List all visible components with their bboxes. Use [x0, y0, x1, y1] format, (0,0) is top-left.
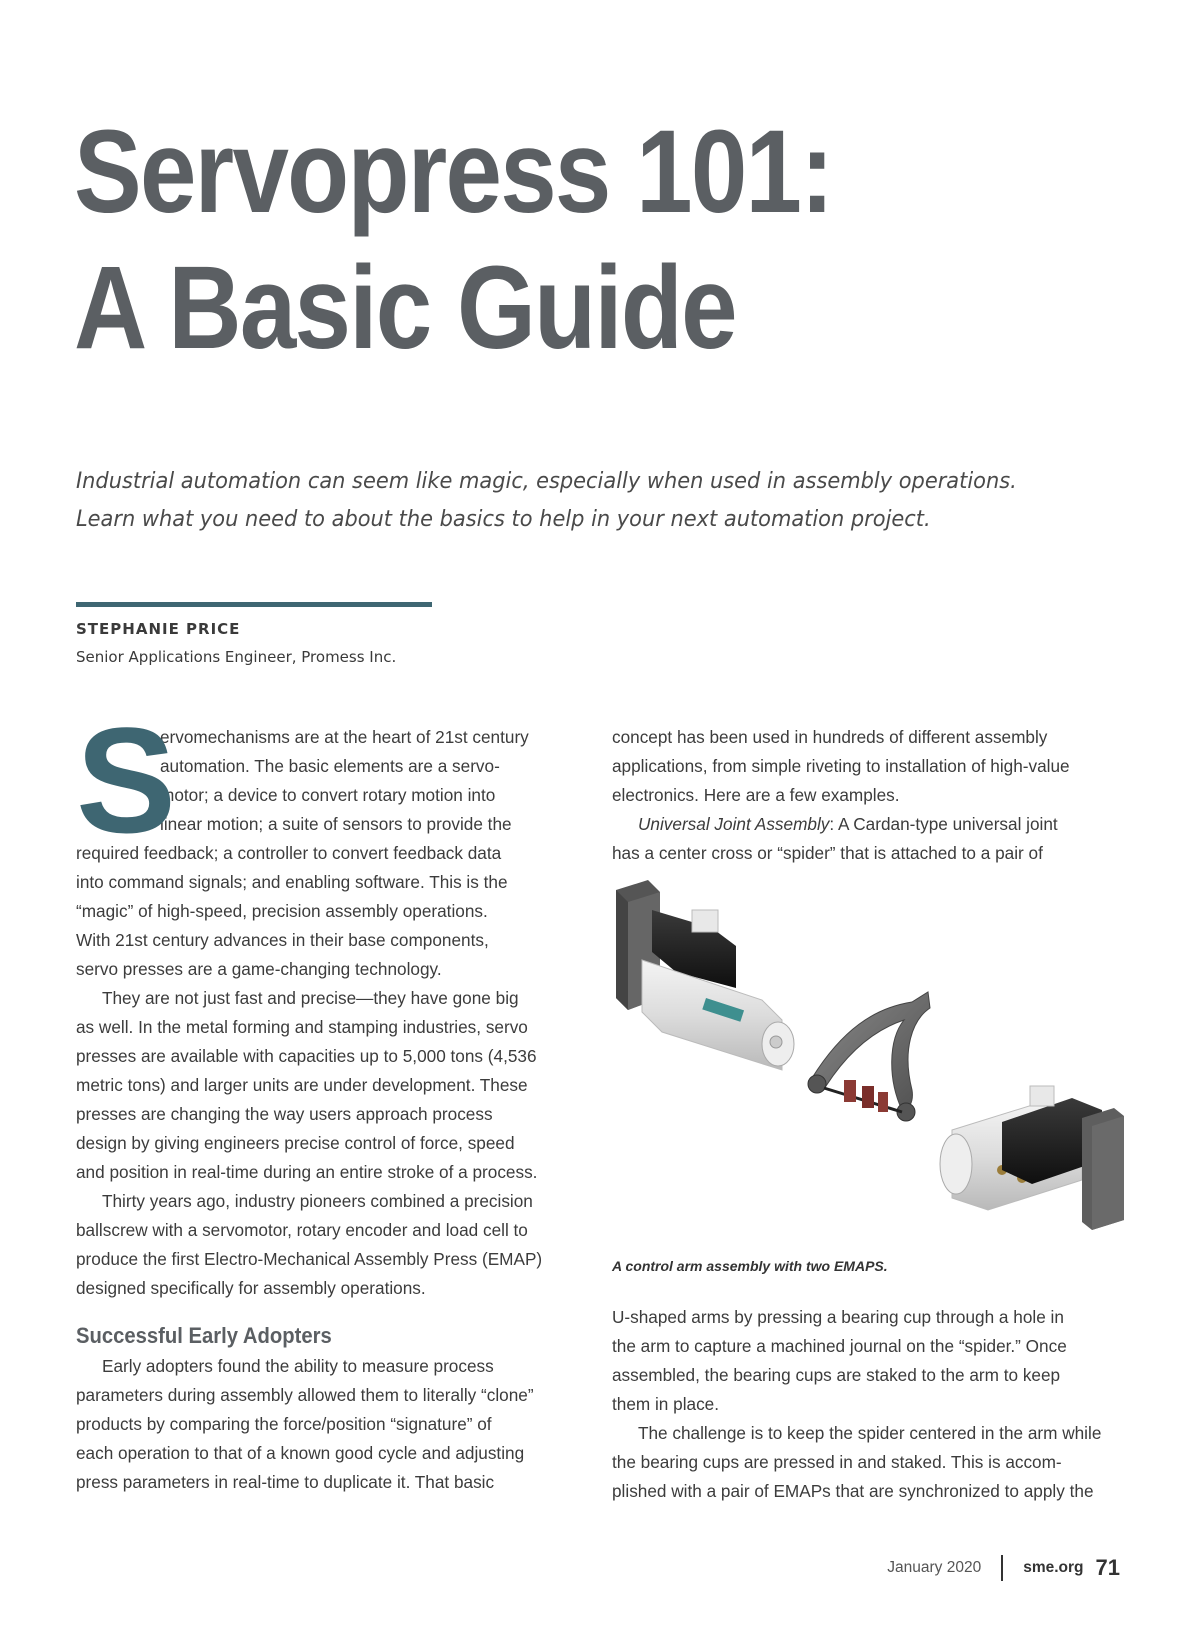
figure-control-arm-assembly: [612, 880, 1132, 1260]
control-arm: [808, 992, 930, 1121]
text-line: [612, 810, 1132, 839]
article-title: [74, 104, 832, 376]
footer-divider: [1001, 1555, 1003, 1581]
paragraph-2: [76, 984, 586, 1187]
section-subhead: Successful Early Adopters: [76, 1323, 332, 1348]
text-line: design by giving engineers precise control of force, speed: [76, 1133, 515, 1153]
text-line: as well. In the metal forming and stamping industries, servo: [76, 1017, 528, 1037]
text-line: press parameters in real-time to duplicate it. That basic: [76, 1472, 495, 1492]
text-line: presses are changing the way users approach process: [76, 1104, 493, 1124]
figure-caption: A control arm assembly with two EMAPS.: [612, 1258, 888, 1274]
page-number: 71: [1095, 1555, 1120, 1580]
right-column-top: [612, 723, 1132, 868]
drop-cap: S: [76, 696, 177, 864]
text-line: automation. The basic elements are a servo-: [160, 756, 500, 776]
paragraph-4: [76, 1352, 586, 1497]
text-line: required feedback; a controller to convert feedback data: [76, 843, 502, 863]
text-line: has a center cross or “spider” that is attached to a pair of: [612, 843, 1043, 863]
text-line: presses are available with capacities up to 5,000 tons (4,536: [76, 1046, 537, 1066]
text-line: plished with a pair of EMAPs that are synchronized to apply the: [612, 1481, 1094, 1501]
text-line: metric tons) and larger units are under development. These: [76, 1075, 528, 1095]
emap-right: [940, 1086, 1124, 1230]
spider-part: [844, 1080, 856, 1102]
text-line: parameters during assembly allowed them to literally “clone”: [76, 1385, 534, 1405]
text-line: “magic” of high-speed, precision assembly operations.: [76, 901, 488, 921]
right-column-bottom: [612, 1303, 1132, 1506]
run-in-heading: Universal Joint Assembly: [638, 814, 830, 834]
control-arm-illustration: [612, 880, 1132, 1260]
issue-date: January 2020: [887, 1559, 982, 1576]
deck-line-2: Learn what you need to about the basics to help in your next automation project.: [76, 506, 931, 532]
text-line: Early adopters found the ability to measure process: [102, 1356, 494, 1376]
text-line: and position in real-time during an entire stroke of a process.: [76, 1162, 538, 1182]
text-line: ballscrew with a servomotor, rotary encoder and load cell to: [76, 1220, 528, 1240]
author-affiliation: Senior Applications Engineer, Promess Inc.: [76, 648, 397, 666]
text-line: The challenge is to keep the spider centered in the arm while: [638, 1423, 1102, 1443]
text-line: assembled, the bearing cups are staked to the arm to keep: [612, 1365, 1061, 1385]
title-line-2: A Basic Guide: [74, 242, 736, 374]
intro-paragraph: [76, 696, 586, 984]
article-deck: [76, 462, 1017, 538]
left-column: [76, 696, 586, 1497]
text-line: each operation to that of a known good cycle and adjusting: [76, 1443, 525, 1463]
paragraph-3: [76, 1187, 586, 1303]
run-in-rest: : A Cardan-type universal joint: [829, 814, 1058, 834]
text-line: ervomechanisms are at the heart of 21st century: [160, 727, 529, 747]
text-line: into command signals; and enabling software. This is the: [76, 872, 508, 892]
text-line: the arm to capture a machined journal on the “spider.” Once: [612, 1336, 1067, 1356]
text-line: designed specifically for assembly operations.: [76, 1278, 426, 1298]
text-line: linear motion; a suite of sensors to provide the: [160, 814, 512, 834]
text-line: the bearing cups are pressed in and staked. This is accom-: [612, 1452, 1062, 1472]
text-line: Thirty years ago, industry pioneers combined a precision: [102, 1191, 533, 1211]
text-line: motor; a device to convert rotary motion into: [160, 785, 496, 805]
text-line: applications, from simple riveting to installation of high-value: [612, 756, 1070, 776]
text-line: servo presses are a game-changing technology.: [76, 959, 442, 979]
page-footer: [887, 1555, 1120, 1581]
site-link[interactable]: sme.org: [1023, 1559, 1084, 1576]
text-line: They are not just fast and precise—they have gone big: [102, 988, 519, 1008]
deck-line-1: Industrial automation can seem like magic, especially when used in assembly operations.: [76, 468, 1017, 494]
author-rule: [76, 602, 432, 607]
text-line: them in place.: [612, 1394, 720, 1414]
text-line: products by comparing the force/position “signature” of: [76, 1414, 492, 1434]
text-line: concept has been used in hundreds of different assembly: [612, 727, 1048, 747]
author-name: STEPHANIE PRICE: [76, 620, 241, 638]
text-line: produce the first Electro-Mechanical Assembly Press (EMAP): [76, 1249, 543, 1269]
title-line-1: Servopress 101:: [74, 106, 833, 238]
text-line: electronics. Here are a few examples.: [612, 785, 900, 805]
text-line: With 21st century advances in their base components,: [76, 930, 489, 950]
emap-left: [616, 880, 794, 1070]
text-line: U-shaped arms by pressing a bearing cup through a hole in: [612, 1307, 1064, 1327]
